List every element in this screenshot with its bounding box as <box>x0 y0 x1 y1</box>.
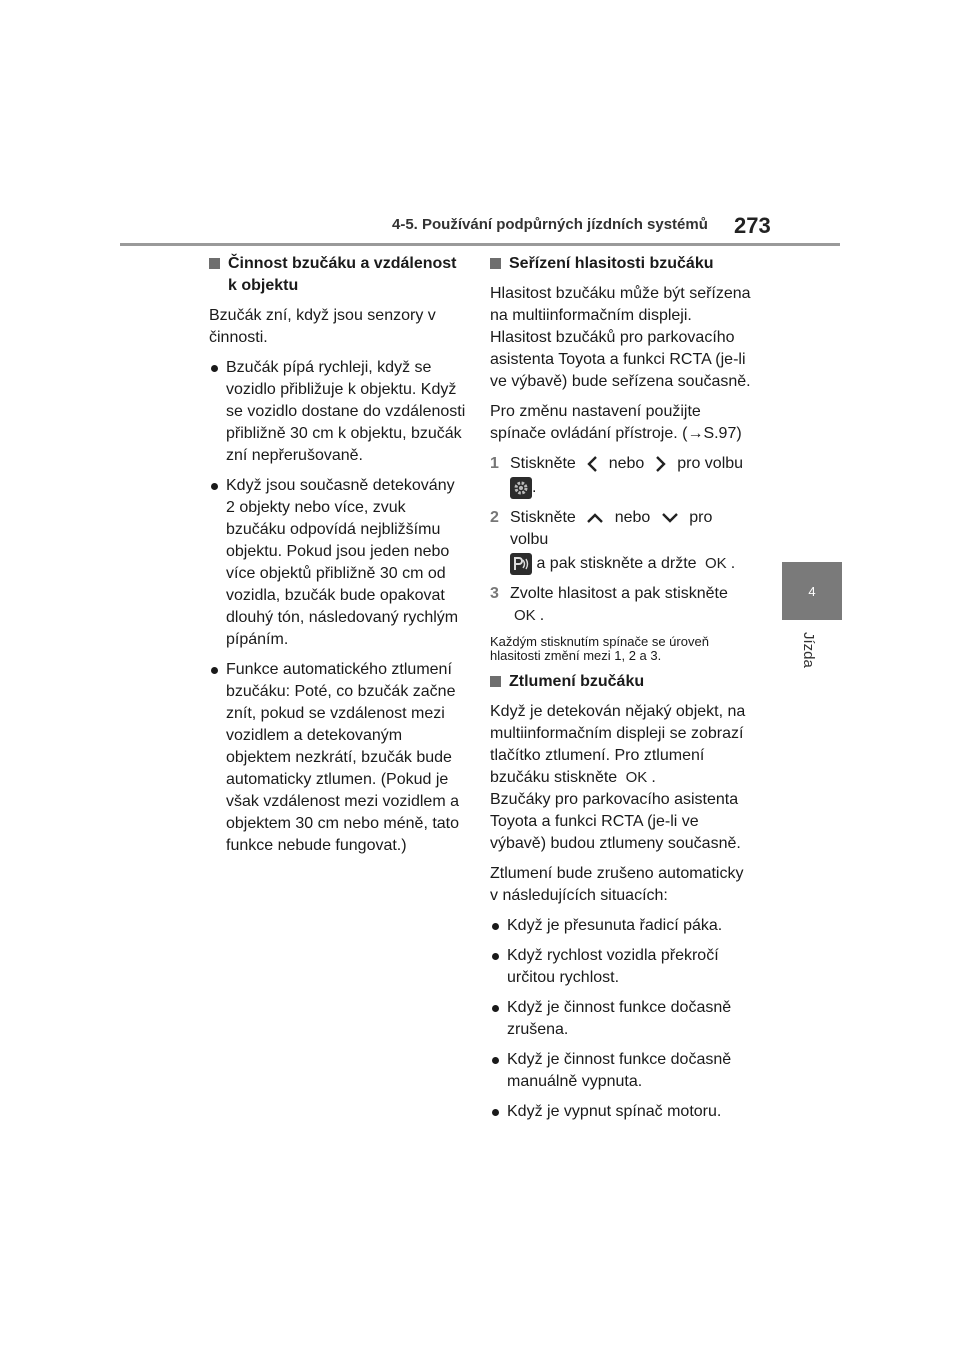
header-rule <box>120 243 840 246</box>
bullet-dot-icon <box>492 923 499 930</box>
list-item-text: Když rychlost vozidla překročí určitou rychlost. <box>507 947 719 987</box>
bullet-dot-icon <box>211 365 218 372</box>
ok-button-symbol: OK <box>705 555 727 573</box>
list-item <box>490 1049 752 1093</box>
bullet-dot-icon <box>492 1057 499 1064</box>
step-3: 3 Zvolte hlasitost a pak stiskněte OK . <box>490 583 752 627</box>
step-number: 2 <box>490 509 499 527</box>
step-1: 1 Stiskněte nebo pro volbu . <box>490 453 752 499</box>
chevron-right-icon <box>655 455 667 473</box>
ok-button-symbol: OK <box>514 607 536 625</box>
heading-text: Seřízení hlasitosti bzučáku <box>509 255 714 272</box>
section-heading <box>490 253 752 275</box>
list-item-text: Když je činnost funkce dočasně manuálně vypnuta. <box>507 1051 732 1091</box>
chapter-tab: 4 <box>782 562 842 620</box>
list-item <box>490 915 752 937</box>
list-item <box>209 357 467 467</box>
section-title: 4-5. Používání podpůrných jízdních systémů <box>392 216 708 233</box>
parking-sensor-icon <box>510 553 532 575</box>
step-number: 1 <box>490 455 499 472</box>
chevron-left-icon <box>586 455 598 473</box>
list-item-text: Když je přesunuta řadicí páka. <box>507 917 723 935</box>
square-bullet-icon <box>209 258 220 269</box>
list-item-text: Když je činnost funkce dočasně zrušena. <box>507 999 732 1039</box>
bullet-dot-icon <box>492 1109 499 1116</box>
list-item-text: Funkce automatického ztlumení bzučáku: Poté, co bzučák začne znít, pokud se vzdálenost mezi vozidlem a detekovaným objektem nezkrátí, bzučák bude automaticky ztlumen. (Pokud je však vzdálenost mezi vozidlem a objektem 30 cm nebo méně, tato funkce nebude fungovat.) <box>226 661 460 854</box>
paragraph: Pro změnu nastavení použijte spínače ovládání přístroje. (→S.97) <box>490 403 742 442</box>
list-item-text: Když jsou současně detekovány 2 objekty nebo více, zvuk bzučáku odpovídá nejbližšímu objektu. Pokud jsou jeden nebo více objektů přibližně 30 cm od vozidla, bzučák bude opakovat dlouhý tón, následovaný rychlým pípáním. <box>226 477 459 648</box>
note-text: Každým stisknutím spínače se úroveň hlasitosti změní mezi 1, 2 a 3. <box>490 634 709 664</box>
list-item <box>209 475 467 651</box>
ok-button-symbol: OK <box>625 769 648 787</box>
square-bullet-icon <box>490 676 501 687</box>
list-item <box>490 945 752 989</box>
heading-text: Činnost bzučáku a vzdálenost k objektu <box>228 255 457 294</box>
bullet-dot-icon <box>211 667 218 674</box>
list-item <box>490 997 752 1041</box>
chevron-down-icon <box>661 512 679 524</box>
bullet-dot-icon <box>492 953 499 960</box>
list-item-text: Bzučák pípá rychleji, když se vozidlo přibližuje k objektu. Když se vozidlo dostane do vzdálenosti přibližně 30 cm k objektu, bzučák zní nepřerušovaně. <box>226 359 466 464</box>
chapter-label: Jízda <box>800 632 817 668</box>
intro-paragraph: Bzučák zní, když jsou senzory v činnosti. <box>209 307 436 346</box>
list-item-text: Když je vypnut spínač motoru. <box>507 1103 722 1121</box>
heading-text: Ztlumení bzučáku <box>509 673 645 691</box>
bullet-dot-icon <box>211 483 218 490</box>
section-heading <box>490 671 752 693</box>
left-column <box>209 253 467 865</box>
section-heading <box>209 253 467 297</box>
list-item <box>490 1101 752 1123</box>
chevron-up-icon <box>586 512 604 524</box>
step-number: 3 <box>490 585 499 603</box>
paragraph: Ztlumení bude zrušeno automaticky v následujících situacích: <box>490 865 744 905</box>
square-bullet-icon <box>490 258 501 269</box>
bullet-dot-icon <box>492 1005 499 1012</box>
paragraph: Když je detekován nějaký objekt, na multiinformačním displeji se zobrazí tlačítko ztlumení. Pro ztlumení bzučáku stiskněte OK . Bzučáky pro parkovacího asistenta Toyota a funkci RCTA (je-li ve výbavě) budou ztlumeny současně. <box>490 703 746 853</box>
list-item <box>209 659 467 857</box>
step-2: 2 Stiskněte nebo pro volbu a pak stiskněte a držte OK . <box>490 507 752 575</box>
paragraph: Hlasitost bzučáku může být seřízena na multiinformačním displeji. Hlasitost bzučáků pro parkovacího asistenta Toyota a funkci RCTA (je-li ve výbavě) bude seřízena současně. <box>490 285 751 390</box>
settings-gear-icon <box>510 477 532 499</box>
right-column <box>490 253 752 1131</box>
page-number: 273 <box>734 213 771 238</box>
